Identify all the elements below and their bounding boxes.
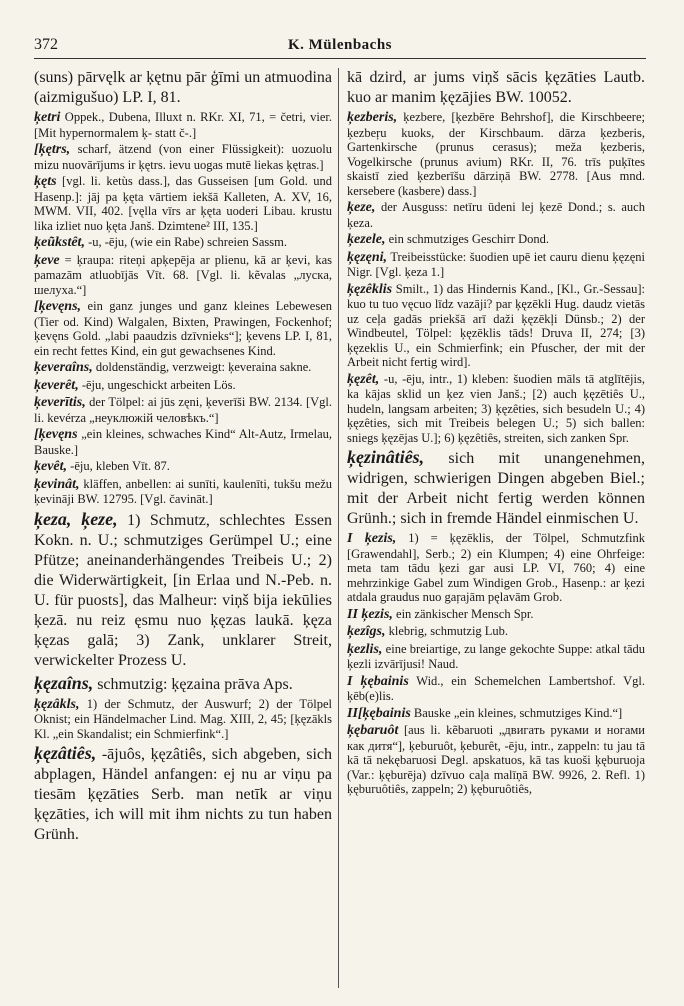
entry-text: ein schmutziges Geschirr Dond. bbox=[385, 232, 549, 246]
entry-text: = ķraupa: riteņi apķepēja ar plienu, kā ar ķevi, kas pamazām atluobījās Vīt. 68. [Vgl. li. kẽvalas „лyскa, шeлyxa.“] bbox=[34, 252, 332, 297]
dictionary-entry bbox=[347, 723, 645, 797]
dictionary-entry bbox=[34, 509, 332, 671]
entry-headword: ķęzinâtiês, bbox=[347, 447, 425, 467]
dictionary-entry bbox=[34, 378, 332, 394]
dictionary-entry bbox=[34, 68, 332, 108]
dictionary-entry bbox=[34, 110, 332, 140]
entry-headword: I ķezis, bbox=[347, 531, 397, 546]
entry-text: -ēju, ungeschickt arbeiten Lös. bbox=[78, 377, 236, 392]
entry-headword: ķevinât, bbox=[34, 476, 80, 492]
entry-headword: ķeveraîns, bbox=[34, 360, 93, 375]
entry-text: kā dzird, ar jums viņš sācis ķęzāties Lautb. kuo ar manim ķęzājies BW. 10052. bbox=[347, 69, 645, 106]
dictionary-entry bbox=[347, 624, 645, 640]
dictionary-entry bbox=[34, 459, 332, 475]
dictionary-entry bbox=[34, 174, 332, 233]
right-column bbox=[347, 68, 645, 799]
column-divider bbox=[338, 68, 339, 988]
dictionary-entry bbox=[34, 142, 332, 172]
dictionary-entry bbox=[347, 68, 645, 108]
entry-headword: ķezele, bbox=[347, 232, 386, 247]
dictionary-entry bbox=[34, 743, 332, 845]
dictionary-entry bbox=[347, 110, 645, 198]
entry-text: der Tölpel: ai jūs zęni, ķeverīši BW. 2134. [Vgl. li. kevérza „неуклюжій человѣкъ.“] bbox=[34, 395, 332, 425]
entry-text: schmutzig: ķęzaina prāva Aps. bbox=[93, 675, 293, 693]
entry-text: -ājuôs, ķęzâtiês, sich abgeben, sich abplagen, Händel anfangen: ej nu ar viņu pa tiesām ķęzāties Serb. man netīk ar viņu ķęzāties, ich will mit ihm nichts zu tun haben Grünh. bbox=[34, 746, 332, 843]
entry-headword: ķeverêt, bbox=[34, 377, 79, 393]
entry-headword: ķezberis, bbox=[347, 110, 398, 125]
entry-text: kläffen, anbellen: ai sunīti, kaulenīti, tukšu mežu ķevināji BW. 12795. [Vgl. čavināt.] bbox=[34, 476, 332, 506]
entry-headword: ķezîgs, bbox=[347, 624, 386, 639]
entry-headword: ķęzâkls, bbox=[34, 696, 80, 712]
entry-headword: ķęts bbox=[34, 174, 57, 189]
page-header bbox=[34, 34, 646, 59]
entry-text: eine breiartige, zu lange gekochte Suppe: atkal tādu ķezli izvārījusi! Naud. bbox=[347, 641, 645, 671]
entry-text: 1) = ķęzēklis, der Tölpel, Schmutzfink [Grawendahl], Serb.; 2) ein Klumpen; 4) eine Ohrfeige: meta tam tādu ķezi gar ausi LP. VI, 760; 4) eine mehrzinkige Gabel zum Windigen Grob., Hasenp.: ar ķezi atdala graudus nuo gaŗajām pęlavām Grob. bbox=[347, 531, 645, 604]
entry-text: Wid., ein Schemelchen Lambertshof. Vgl. ķēb(e)lis. bbox=[347, 673, 645, 703]
dictionary-entry bbox=[347, 642, 645, 672]
entry-text: ein zänkischer Mensch Spr. bbox=[392, 606, 534, 621]
entry-headword: ķębaruôt bbox=[347, 723, 399, 738]
entry-text: klebrig, schmutzig Lub. bbox=[385, 624, 509, 638]
dictionary-entry bbox=[347, 250, 645, 280]
entry-headword: ķęzęni, bbox=[347, 249, 388, 265]
entry-headword: I ķębainis bbox=[347, 673, 409, 689]
dictionary-entry bbox=[347, 607, 645, 623]
dictionary-entry bbox=[34, 253, 332, 298]
dictionary-entry bbox=[34, 477, 332, 507]
dictionary-entry bbox=[347, 706, 645, 722]
left-column bbox=[34, 68, 332, 847]
entry-text: Smilt., 1) das Hindernis Kand., [Kl., Gr.-Sessau]: kuo tu tuo vęcuo līdz vazāji? par ķęzēkli Hug. daudz vietās uz ceļa gadās priekšā arī daži ķęzēkļi Dünsb.; 2) der Windbeutel, Tölpel: ķęzēklis tāds! Druva II, 274; [3) ķęzeklis U., ein Schmierfink; ein Pfuscher, der mit der Arbeit nicht fertig wird]. bbox=[347, 281, 645, 369]
entry-headword: ķeza, ķeze, bbox=[34, 508, 118, 529]
entry-text: scharf, ätzend (von einer Flüssigkeit): uozuolu mizu nuovārījums ir ķętrs. ievu uogas mutē liekas ķętras.] bbox=[34, 142, 332, 172]
dictionary-entry bbox=[347, 447, 645, 529]
entry-text: (suns) pārvęlk ar ķętnu pār ģīmi un atmuodina (aizmigušuo) LP. I, 81. bbox=[34, 69, 332, 106]
entry-text: ein ganz junges und ganz kleines Lebewesen (Tier od. Kind) Walgalen, Bixten, Prawingen, Fockenhof; ķevęns Gold. „labi paaudzis dzīvnieks“]; ķevens LP. I, 81, ein recht fettes Kind, ein gut gewachsenes Kind. bbox=[34, 299, 332, 358]
running-head: K. Mülenbachs bbox=[287, 37, 392, 53]
entry-text: -u, -ēju, intr., 1) kleben: šuodien māls tā atglītējis, ka kājas sklid un ķez vien Janš.; [2) auch ķęzētiês U., hudeln, langsam arbeiten; 3) ķęzêties, sich besudeln U.; 4) ķęzêties, sich mit Treibeis belegen U.; 5) sich ballen: sniegs ķęzējas U.]; 6) ķęzêtiês, streiten, sich zanken Spr. bbox=[347, 371, 645, 445]
entry-text: 1) der Schmutz, der Auswurf; 2) der Tölpel Oknist; ein Händelmacher Lind. Mag. XIII, 2, 45; [ķęzākls Kl. „ein Skandalist; ein Schmierfink“.] bbox=[34, 696, 332, 741]
entry-text: Treibeisstücke: šuodien upē iet cauru dienu ķęzęni Nigr. [Vgl. ķeza 1.] bbox=[347, 249, 645, 279]
entry-text: Oppek., Dubena, Illuxt n. RKr. XI, 71, = četri, vier. [Mit hypernormalem ķ- statt č-.] bbox=[34, 110, 332, 140]
entry-text: 1) Schmutz, schlechtes Essen Kokn. n. U.; schmutziges Gerümpel U.; eine Pfütze; aneinanderhängendes Treibeis U.; 2) die Widerwärtigkeit, [in Erlaa und N.-Peb. n. U. für puosts], das Malheur: viņš bija iekūlies ķezā. nu reiz ęsmu nuo ķęzas laukā. ķęza ķęzas galā; 3) Zank, unklarer Streit, verwickelter Prozess U. bbox=[34, 511, 332, 669]
dictionary-entry bbox=[34, 235, 332, 251]
dictionary-entry bbox=[34, 697, 332, 742]
dictionary-entry bbox=[34, 673, 332, 695]
entry-headword: [ķevęns bbox=[34, 427, 78, 442]
dictionary-entry bbox=[347, 282, 645, 370]
dictionary-entry bbox=[34, 360, 332, 376]
entry-headword: ķęzêklis bbox=[347, 281, 393, 297]
dictionary-entry bbox=[347, 232, 645, 248]
entry-headword: ķęzâtiês, bbox=[34, 743, 97, 763]
dictionary-entry bbox=[347, 372, 645, 446]
entry-text: „ein kleines, schwaches Kind“ Alt-Autz, Irmelau, Bauske.] bbox=[34, 427, 332, 457]
dictionary-entry bbox=[34, 395, 332, 425]
entry-text: sich mit unangenehmen, widrigen, schwierigen Dingen abgeben Biel.; mit der Arbeit nicht fertig werden können Grünh.; sich in fremde Händel einmischen U. bbox=[347, 450, 645, 527]
entry-headword: ķevêt, bbox=[34, 459, 68, 474]
entry-headword: ķetri bbox=[34, 110, 61, 125]
entry-text: ķezbere, [ķezbēre Behrshof], die Kirschbeere; ķezbeŗu kuoks, der Kirschbaum. dārza ķezberis, Gartenkirsche (prunus cerasus); meža ķezberis, Vogelkirsche (prunus avium) RKr. II, 76. trīs puķītes skaistī zied ķezberīšu dārziņā BW. 2778. [Aus mnd. kersebere (kasbere) dass.] bbox=[347, 110, 645, 198]
entry-text: -ēju, kleben Vīt. 87. bbox=[67, 459, 170, 473]
entry-text: -u, -ēju, (wie ein Rabe) schreien Sassm. bbox=[84, 235, 287, 249]
dictionary-entry bbox=[34, 427, 332, 457]
dictionary-entry bbox=[347, 531, 645, 605]
dictionary-entry bbox=[347, 200, 645, 230]
entry-headword: ķeverītis, bbox=[34, 395, 86, 410]
entry-headword: ķeze, bbox=[347, 200, 376, 215]
dictionary-entry bbox=[34, 299, 332, 358]
entry-headword: II ķezis, bbox=[347, 606, 393, 622]
entry-text: doldenständig, verzweigt: ķeveraina sakne. bbox=[92, 360, 312, 374]
entry-headword: [ķętrs, bbox=[34, 142, 71, 157]
entry-headword: ķezlis, bbox=[347, 641, 383, 657]
entry-text: [vgl. li. ketùs dass.], das Gusseisen [um Gold. und Hasenp.]: jāj pa ķęta vārtiem iekšā Kalleten, A. XV, 16, MWM. VII, 402. [vęlla vīrs ar ķęta uoderi Libau. krustu lika izliet nuo ķęta Janš. Dzimtene² III, 135.] bbox=[34, 174, 332, 233]
entry-text: [aus li. kẽbaruoti „двигать руками и ногами как дитя“], ķeburuôt, ķeburêt, -ēju, intr., zappeln: tu jau tā kā tā nekębaruosi Degl. apskatuos, kā tas kuoši ķęburuoja (Var.: ķęburēja) dzīvuo caļa malīņā BW. 9926, 2. Refl. 1) ķęburuôtiês, zappeln; 2) ķęburuôtiês, bbox=[347, 723, 645, 796]
page-number: 372 bbox=[34, 36, 58, 53]
entry-text: Bauske „ein kleines, schmutziges Kind.“] bbox=[410, 705, 623, 720]
entry-headword: ķeve bbox=[34, 252, 60, 268]
entry-headword: ķęzaîns, bbox=[34, 672, 94, 693]
entry-headword: [ķevęns, bbox=[34, 299, 82, 314]
entry-headword: ķęzêt, bbox=[347, 371, 380, 387]
entry-headword: ķeũkstêt, bbox=[34, 235, 85, 250]
dictionary-entry bbox=[347, 674, 645, 704]
entry-headword: II[ķębainis bbox=[347, 705, 411, 721]
entry-text: der Ausguss: netīru ūdeni lej ķezē Dond.; s. auch ķeza. bbox=[347, 200, 645, 230]
